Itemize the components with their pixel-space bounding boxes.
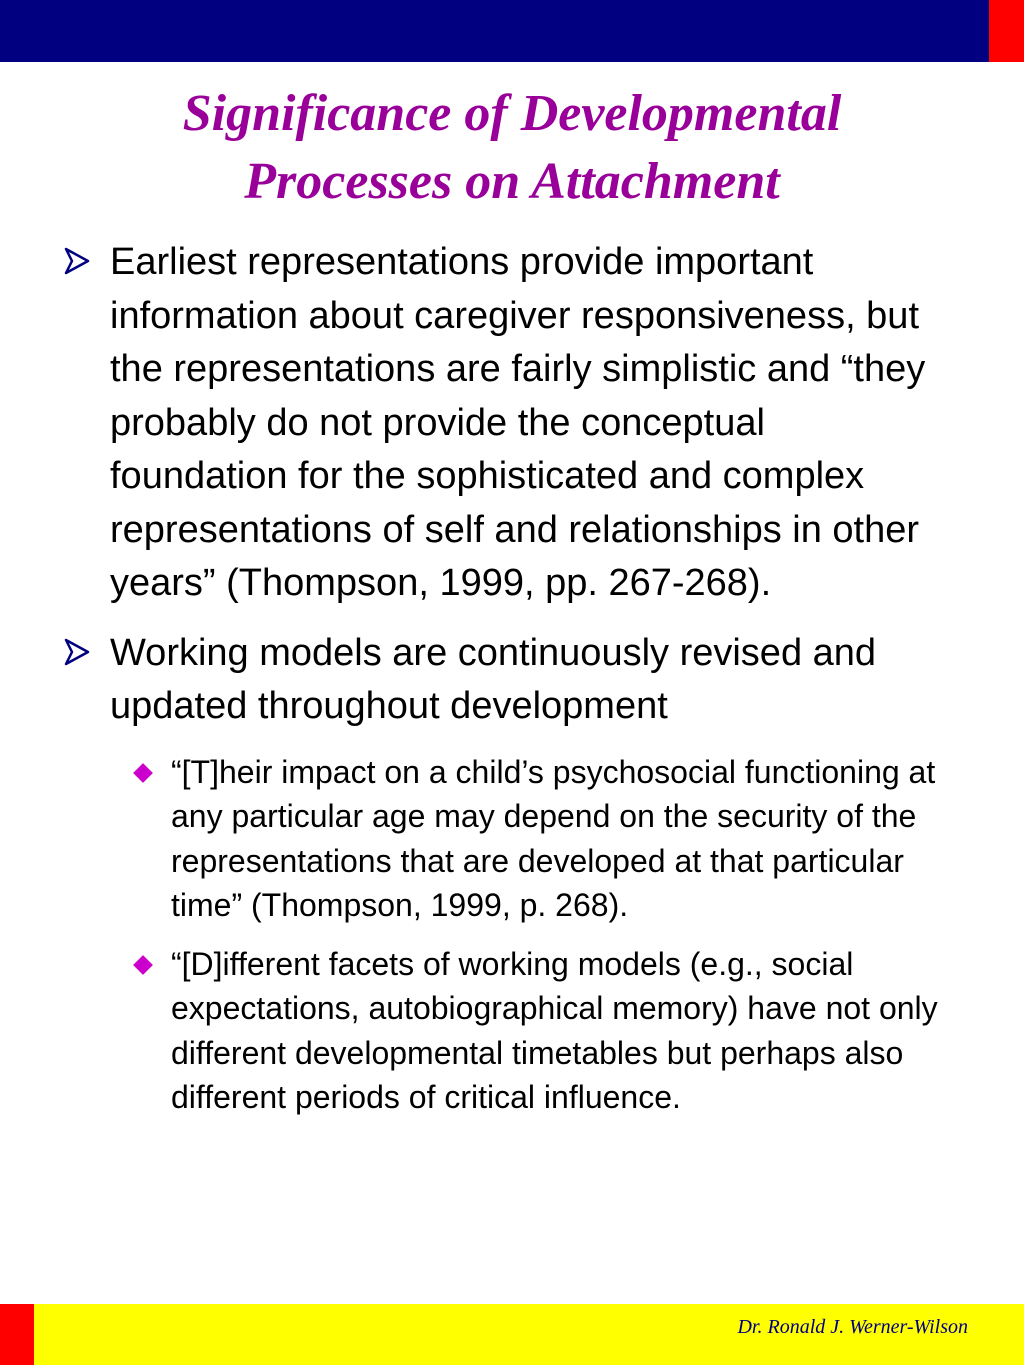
arrow-bullet-icon: [62, 637, 92, 667]
diamond-bullet-icon: [133, 763, 153, 783]
bullet-text: Earliest representations provide important information about caregiver responsiveness, but the representations are fairly simplistic and “they probably do not provide the conceptual foundation for the sophisticated and complex representations of self and relationships in other years” (Thompson, 1999, pp. 267-268).: [110, 241, 926, 604]
sub-bullet-item: [0, 942, 1024, 1120]
slide-title: [40, 80, 984, 216]
sub-bullet-item: [0, 750, 1024, 928]
bullet-text: Working models are continuously revised and updated throughout development: [110, 631, 877, 727]
top-banner: [0, 0, 1024, 62]
bullet-item: [0, 236, 1024, 611]
bottom-accent-block: [0, 1304, 34, 1365]
arrow-bullet-icon: [62, 246, 92, 276]
bullet-item: [0, 627, 1024, 734]
slide-body: [0, 236, 1024, 1134]
top-accent-block: [989, 0, 1024, 62]
slide-title-line-2: Processes on Attachment: [244, 153, 780, 210]
footer-author: Dr. Ronald J. Werner-Wilson: [737, 1316, 968, 1338]
diamond-bullet-icon: [133, 955, 153, 975]
slide-title-line-1: Significance of Developmental: [182, 85, 842, 142]
sub-bullet-text: “[D]ifferent facets of working models (e.g., social expectations, autobiographical memory) have not only different developmental timetables but perhaps also different periods of critical influence.: [171, 945, 938, 1115]
sub-bullet-text: “[T]heir impact on a child’s psychosocial functioning at any particular age may depend on the security of the representations that are developed at that particular time” (Thompson, 1999, p. 268).: [171, 753, 936, 923]
